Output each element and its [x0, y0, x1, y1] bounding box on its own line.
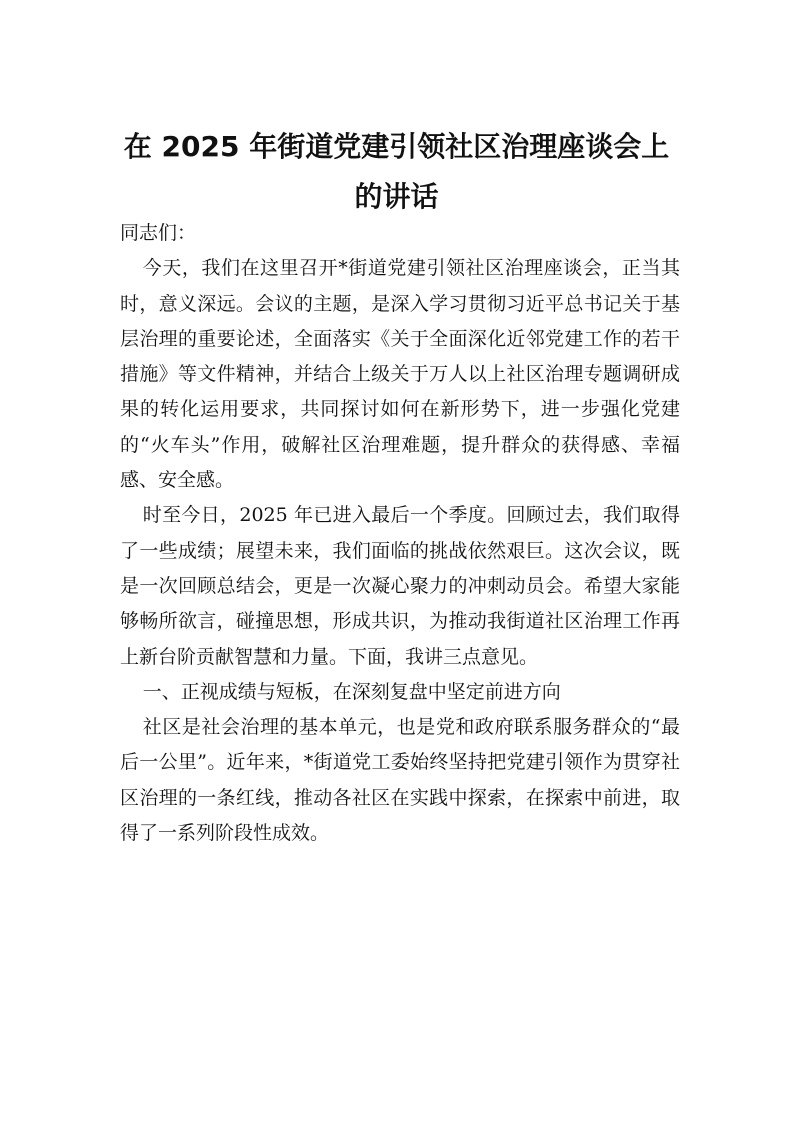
- section-heading-one: 一、正视成绩与短板，在深刻复盘中坚定前进方向: [142, 680, 561, 703]
- document-title: 在 2025 年街道党建引领社区治理座谈会上的讲话: [123, 130, 670, 213]
- paragraph-community: 社区是社会治理的基本单元，也是党和政府联系服务群众的“最后一公里”。近年来，*街道党工委始终坚持把党建引领作为贯穿社区治理的一条红线，推动各社区在实践中探索，在探索中前进，取得了一系列阶段性成效。: [120, 716, 680, 845]
- document-body: [120, 216, 680, 851]
- greeting-line: 同志们：: [120, 222, 197, 244]
- paragraph-review: 时至今日，2025 年已进入最后一个季度。回顾过去，我们取得了一些成绩；展望未来，我们面临的挑战依然艰巨。这次会议，既是一次回顾总结会，更是一次凝心聚力的冲刺动员会。希望大家能够畅所欲言，碰撞思想，形成共识，为推动我街道社区治理工作再上新台阶贡献智慧和力量。下面，我讲三点意见。: [120, 504, 680, 668]
- paragraph-opening: 今天，我们在这里召开*街道党建引领社区治理座谈会，正当其时，意义深远。会议的主题，是深入学习贯彻习近平总书记关于基层治理的重要论述，全面落实《关于全面深化近邻党建工作的若干措施》等文件精神，并结合上级关于万人以上社区治理专题调研成果的转化运用要求，共同探讨如何在新形势下，进一步强化党建的“火车头”作用，破解社区治理难题，提升群众的获得感、幸福感、安全感。: [120, 257, 680, 492]
